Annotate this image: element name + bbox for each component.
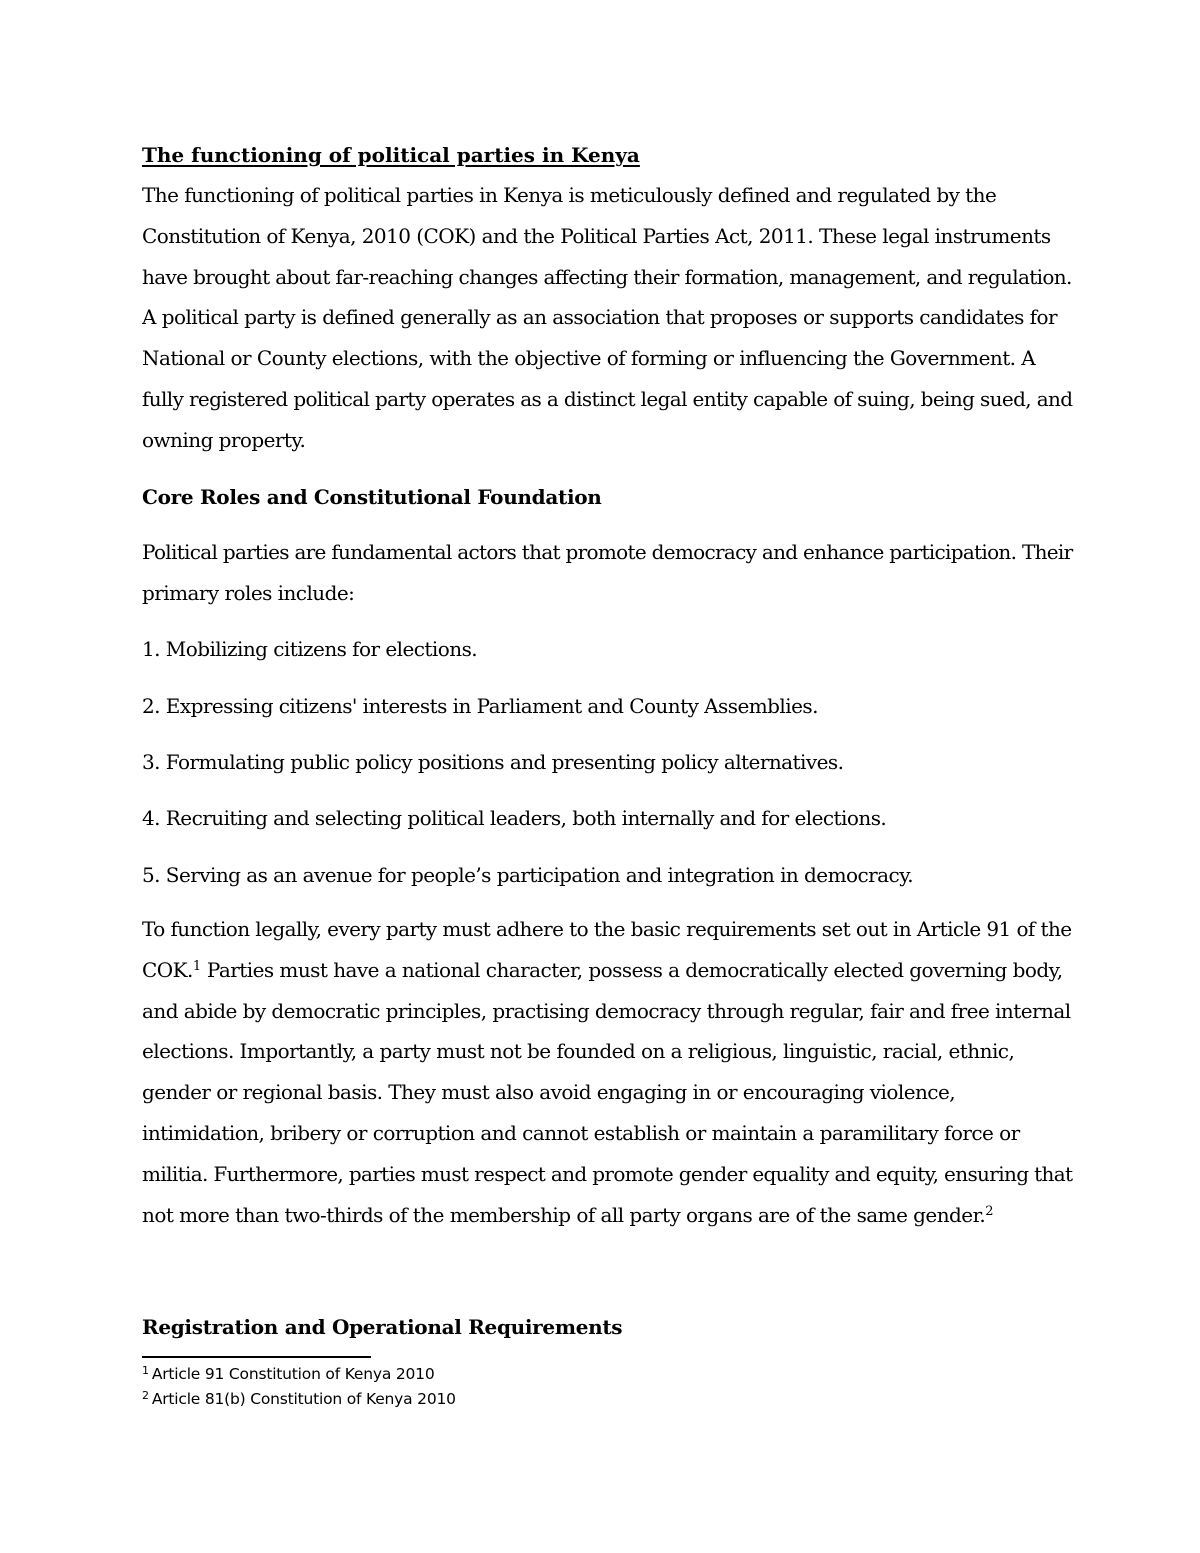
paragraph-line: The functioning of political parties in Kenya is meticulously defined and regulated by the	[142, 183, 997, 207]
paragraph-line: Political parties are fundamental actors that promote democracy and enhance participation. Their	[142, 540, 1073, 564]
paragraph-line	[142, 950, 1070, 991]
roles-lead-paragraph	[142, 532, 1073, 614]
paragraph-line: To function legally, every party must adhere to the basic requirements set out in Article 91 of the	[142, 917, 1072, 941]
paragraph-line: intimidation, bribery or corruption and cannot establish or maintain a paramilitary force or	[142, 1120, 1020, 1145]
list-item: 1. Mobilizing citizens for elections.	[142, 637, 478, 661]
footnote-number: 1	[142, 1364, 149, 1377]
footnote-reference[interactable]: 1	[192, 958, 202, 974]
paragraph-line: gender or regional basis. They must also avoid engaging in or encouraging violence,	[142, 1080, 956, 1105]
paragraph-text: COK.	[142, 957, 193, 982]
footnote	[142, 1365, 435, 1383]
paragraph-line: militia. Furthermore, parties must respect and promote gender equality and equity, ensuring that	[142, 1161, 1073, 1186]
footnote-number: 2	[142, 1389, 149, 1402]
requirements-paragraph	[142, 909, 1073, 1235]
paragraph-line: fully registered political party operates as a distinct legal entity capable of suing, being sued, and	[142, 386, 1073, 411]
paragraph-text: not more than two-thirds of the membership of all party organs are of the same gender.	[142, 1202, 986, 1227]
paragraph-text: Parties must have a national character, possess a democratically elected governing body,	[201, 957, 1063, 982]
paragraph-line: elections. Importantly, a party must not be founded on a religious, linguistic, racial, ethnic,	[142, 1039, 1015, 1064]
paragraph-line: have brought about far-reaching changes affecting their formation, management, and regulation.	[142, 264, 1072, 289]
footnote-text: Article 91 Constitution of Kenya 2010	[151, 1365, 435, 1383]
footnote-text: Article 81(b) Constitution of Kenya 2010	[151, 1390, 456, 1408]
paragraph-line: and abide by democratic principles, practising democracy through regular, fair and free internal	[142, 998, 1071, 1023]
section-heading-core-roles: Core Roles and Constitutional Foundation	[142, 485, 602, 509]
paragraph-line: Constitution of Kenya, 2010 (COK) and the Political Parties Act, 2011. These legal instruments	[142, 223, 1051, 248]
paragraph-line: primary roles include:	[142, 580, 355, 605]
section-heading-registration: Registration and Operational Requirements	[142, 1315, 623, 1339]
list-item: 5. Serving as an avenue for people’s participation and integration in democracy.	[142, 863, 914, 887]
intro-paragraph	[142, 175, 1073, 461]
list-item: 3. Formulating public policy positions and presenting policy alternatives.	[142, 750, 844, 774]
list-item: 2. Expressing citizens' interests in Parliament and County Assemblies.	[142, 694, 818, 718]
list-item: 4. Recruiting and selecting political leaders, both internally and for elections.	[142, 806, 887, 830]
paragraph-line: A political party is defined generally as an association that proposes or supports candidates for	[142, 305, 1058, 330]
document-title: The functioning of political parties in Kenya	[142, 143, 640, 167]
footnote	[142, 1390, 456, 1408]
footnote-reference[interactable]: 2	[985, 1203, 994, 1219]
paragraph-line	[142, 1195, 1070, 1236]
paragraph-line: owning property.	[142, 427, 306, 452]
paragraph-line: National or County elections, with the objective of forming or influencing the Government. A	[142, 346, 1036, 371]
footnote-separator	[142, 1356, 371, 1358]
